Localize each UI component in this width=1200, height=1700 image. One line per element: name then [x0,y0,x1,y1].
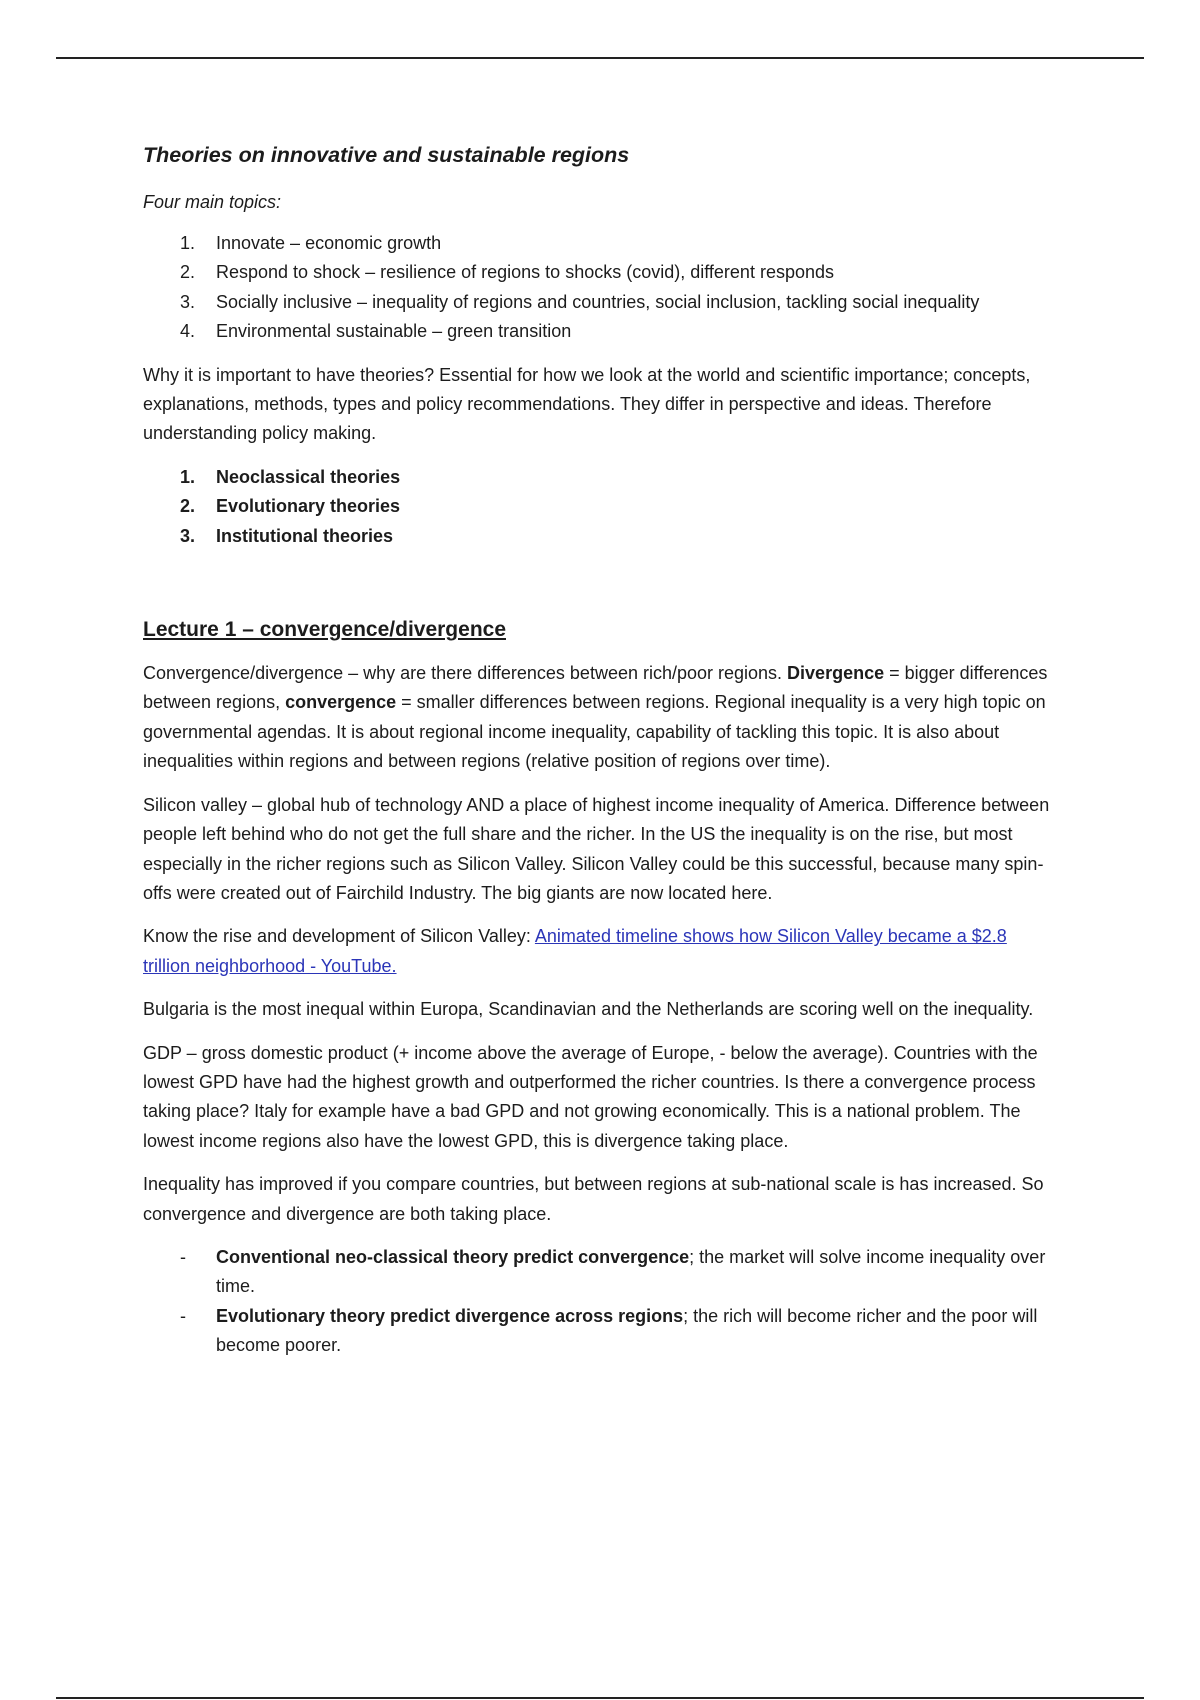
text-run: = bigger differences between regions, [143,663,1048,713]
bullet-dash: - [180,1305,186,1326]
topics-list [143,229,1055,347]
text-run: Convergence/divergence – why are there differences between rich/poor regions. [143,663,788,684]
list-item [143,258,1055,287]
header-rule [56,57,1144,59]
text-run: ; the market will solve income inequality over time. [216,1246,1046,1297]
silicon-valley-link-paragraph [143,922,1055,981]
list-item [143,522,1055,551]
list-number: 3. [180,525,196,546]
list-number: 1. [180,466,196,487]
list-item-text: Socially inclusive – inequality of regions and countries, social inclusion, tackling social inequality [216,291,980,312]
theories-list [143,463,1055,551]
bold-text: Conventional neo-classical theory predict convergence [216,1246,690,1267]
silicon-valley-paragraph: Silicon valley – global hub of technology AND a place of highest income inequality of America. Difference between people left behind who do not get the full share and the richer. In the US the inequality is on the rise, but most especially in the richer regions such as Silicon Valley. Silicon Valley could be this successful, because many spin-offs were created out of Fairchild Industry. The big giants are now located here. [143,794,1050,903]
text-run: = smaller differences between regions. Regional inequality is a very high topic on governmental agendas. It is about regional income inequality, capability of tackling this topic. It is also about inequalities within regions and between regions (relative position of regions over time). [143,692,1046,772]
document-page [143,140,1055,1375]
lecture-heading: Lecture 1 – convergence/divergence [143,618,506,642]
bulgaria-paragraph: Bulgaria is the most inequal within Europa, Scandinavian and the Netherlands are scoring well on the inequality. [143,999,1034,1020]
list-number: 3. [180,291,196,312]
list-item-text: Neoclassical theories [216,466,401,487]
list-item [143,1302,1055,1361]
list-item-text: Innovate – economic growth [216,233,442,253]
list-number: 2. [180,262,196,283]
footer-rule [56,1697,1144,1699]
list-item-text: Evolutionary theories [216,496,401,517]
list-item-text: Respond to shock – resilience of regions to shocks (covid), different responds [216,262,834,283]
list-item [143,463,1055,492]
document-title: Theories on innovative and sustainable regions [143,143,630,167]
list-item [143,288,1055,317]
theory-predictions-list [143,1243,1055,1361]
list-item-text: Institutional theories [216,525,394,546]
text-run: ; the rich will become richer and the poor will become poorer. [216,1305,1038,1356]
topics-intro: Four main topics: [143,192,282,212]
list-number: 4. [180,321,196,342]
convergence-term: convergence [285,692,397,713]
list-item-text: Environmental sustainable – green transition [216,321,572,342]
text-run: Know the rise and development of Silicon Valley: [143,926,535,947]
youtube-link[interactable]: Animated timeline shows how Silicon Valley became a $2.8 trillion neighborhood - YouTube. [143,926,1007,976]
why-theories-paragraph: Why it is important to have theories? Essential for how we look at the world and scientific importance; concepts, explanations, methods, types and policy recommendations. They differ in perspective and ideas. Therefore understanding policy making. [143,364,1031,444]
list-item [143,492,1055,521]
inequality-paragraph: Inequality has improved if you compare countries, but between regions at sub-national scale is has increased. So convergence and divergence are both taking place. [143,1174,1044,1224]
list-item [143,1243,1055,1302]
bullet-dash: - [180,1246,186,1267]
convergence-paragraph [143,659,1055,777]
list-item [143,317,1055,346]
list-item [143,229,1055,258]
list-number: 2. [180,496,196,517]
bold-text: Evolutionary theory predict divergence across regions [216,1305,684,1326]
divergence-term: Divergence [787,663,885,684]
gdp-paragraph: GDP – gross domestic product (+ income above the average of Europe, - below the average). Countries with the lowest GPD have had the highest growth and outperformed the richer countries. Is there a convergence process taking place? Italy for example have a bad GPD and not growing economically. This is a national problem. The lowest income regions also have the lowest GPD, this is divergence taking place. [143,1042,1038,1151]
list-number: 1. [180,233,196,253]
